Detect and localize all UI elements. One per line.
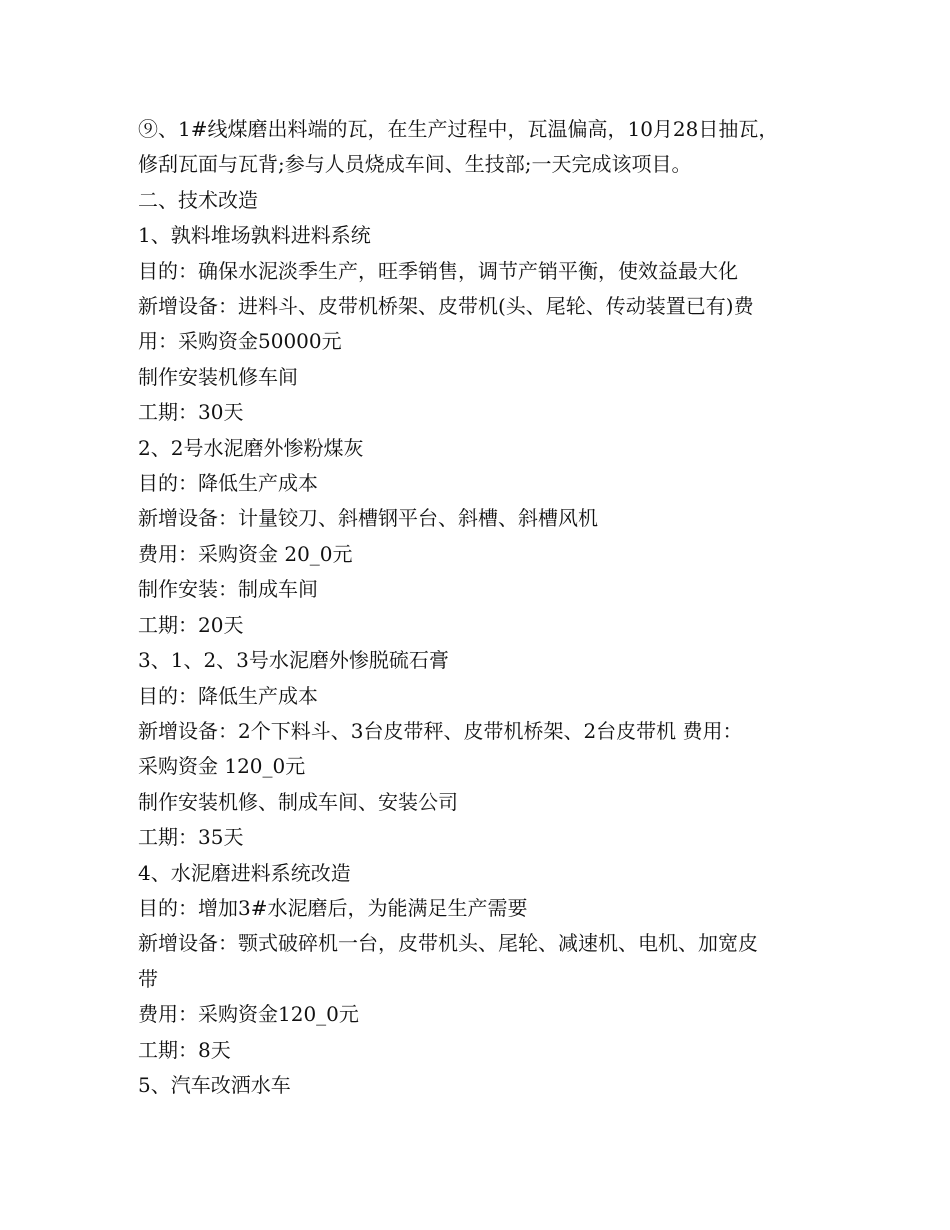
text-line: 工期：30天 <box>138 400 244 425</box>
item-heading: 5、汽车改洒水车 <box>138 1072 291 1097</box>
text-line: 目的：确保水泥淡季生产，旺季销售，调节产销平衡，使效益最大化 <box>138 258 738 283</box>
item-heading: 1、孰料堆场孰料进料系统 <box>138 223 371 248</box>
text-line: 新增设备：颚式破碎机一台，皮带机头、尾轮、减速机、电机、加宽皮 <box>138 931 758 956</box>
text-line: 采购资金 120_0元 <box>138 754 306 779</box>
text-line: 费用：采购资金120_0元 <box>138 1002 359 1027</box>
item-heading: 4、水泥磨进料系统改造 <box>138 860 351 885</box>
document-body <box>138 112 838 1103</box>
text-line: 工期：8天 <box>138 1037 231 1062</box>
text-line: 制作安装：制成车间 <box>138 577 318 602</box>
text-line: 工期：35天 <box>138 825 244 850</box>
text-line: 用：采购资金50000元 <box>138 329 342 354</box>
text-line: 修刮瓦面与瓦背;参与人员烧成车间、生技部;一天完成该项目。 <box>138 152 692 177</box>
text-line: 带 <box>138 966 158 991</box>
text-line: 制作安装机修车间 <box>138 364 298 389</box>
item-heading: 3、1、2、3号水泥磨外惨脱硫石膏 <box>138 648 449 673</box>
item-heading: 2、2号水泥磨外惨粉煤灰 <box>138 435 364 460</box>
text-line: 目的：增加3#水泥磨后，为能满足生产需要 <box>138 895 528 920</box>
text-line: 费用：采购资金 20_0元 <box>138 541 353 566</box>
section-heading: 二、技术改造 <box>138 187 258 212</box>
text-line: 新增设备：2个下料斗、3台皮带秤、皮带机桥架、2台皮带机 费用： <box>138 718 743 743</box>
text-line: 新增设备：进料斗、皮带机桥架、皮带机(头、尾轮、传动装置已有)费 <box>138 294 754 319</box>
text-line: ⑨、1#线煤磨出料端的瓦，在生产过程中，瓦温偏高，10月28日抽瓦， <box>138 117 779 141</box>
text-line: 目的：降低生产成本 <box>138 471 318 496</box>
text-line: 目的：降低生产成本 <box>138 683 318 708</box>
text-line: 制作安装机修、制成车间、安装公司 <box>138 789 458 814</box>
text-line: 新增设备：计量铰刀、斜槽钢平台、斜槽、斜槽风机 <box>138 506 598 531</box>
text-line: 工期：20天 <box>138 612 244 637</box>
